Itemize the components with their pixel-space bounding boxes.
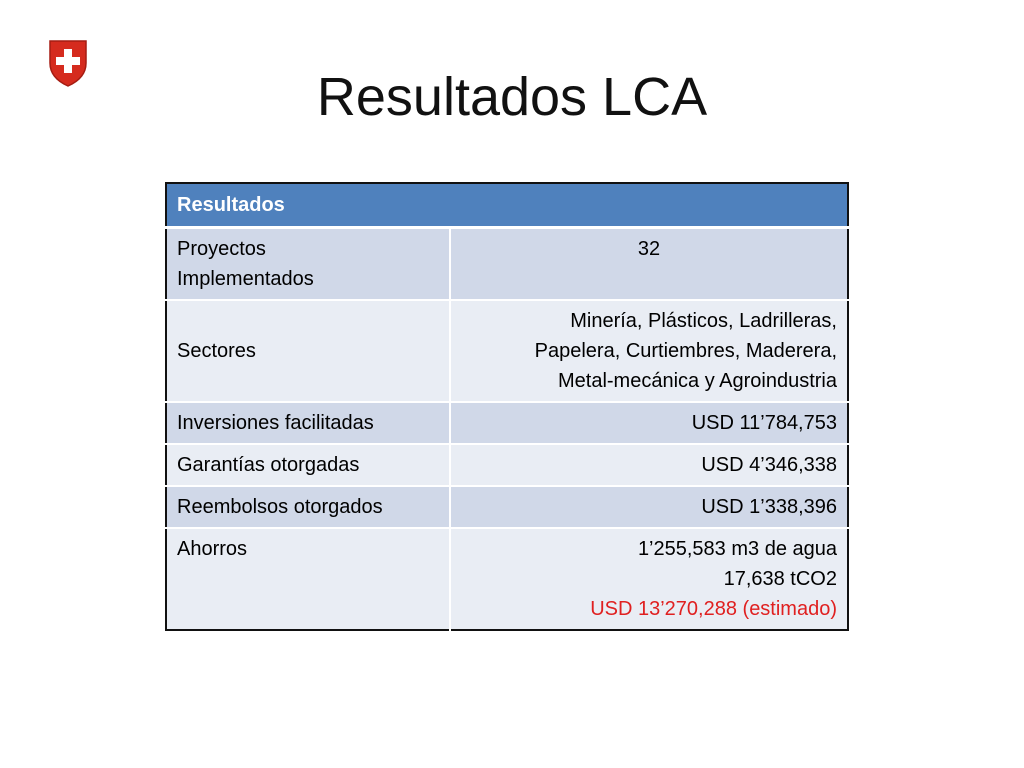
row-value-line: 32	[637, 238, 661, 260]
row-value-line: Papelera, Curtiembres, Maderera,	[534, 340, 837, 362]
row-label-line: Implementados	[177, 268, 314, 290]
row-value	[450, 486, 848, 528]
results-table	[165, 182, 849, 631]
page-title: Resultados LCA	[316, 67, 708, 127]
row-label-line: Sectores	[177, 340, 256, 362]
row-value-line: USD 1’338,396	[701, 496, 837, 518]
row-label	[166, 228, 450, 301]
row-label-line: Ahorros	[177, 538, 248, 560]
row-label-line: Proyectos	[177, 238, 266, 260]
row-value	[450, 528, 848, 630]
table-row	[166, 300, 848, 402]
row-label	[166, 528, 450, 630]
row-value	[450, 228, 848, 301]
table-row	[166, 228, 848, 301]
row-value-line: Minería, Plásticos, Ladrilleras,	[570, 310, 837, 332]
row-value	[450, 300, 848, 402]
row-label	[166, 486, 450, 528]
row-value-line: Metal-mecánica y Agroindustria	[557, 370, 837, 392]
row-value	[450, 444, 848, 486]
row-value-line: 1’255,583 m3 de agua	[637, 538, 837, 560]
row-label	[166, 444, 450, 486]
table-row	[166, 486, 848, 528]
row-value-line: USD 4’346,338	[701, 454, 837, 476]
row-label-line: Reembolsos otorgados	[177, 496, 383, 518]
table-row	[166, 402, 848, 444]
row-value-line-estimated: USD 13’270,288 (estimado)	[590, 598, 837, 620]
table-row	[166, 528, 848, 630]
row-label	[166, 300, 450, 402]
table-header-row	[166, 183, 848, 228]
row-value-line: 17,638 tCO2	[723, 568, 837, 590]
row-label-line: Inversiones facilitadas	[177, 412, 374, 434]
row-value-line: USD 11’784,753	[691, 412, 837, 434]
row-label	[166, 402, 450, 444]
table-row	[166, 444, 848, 486]
row-value	[450, 402, 848, 444]
table-header: Resultados	[166, 183, 848, 228]
row-label-line: Garantías otorgadas	[177, 454, 360, 476]
